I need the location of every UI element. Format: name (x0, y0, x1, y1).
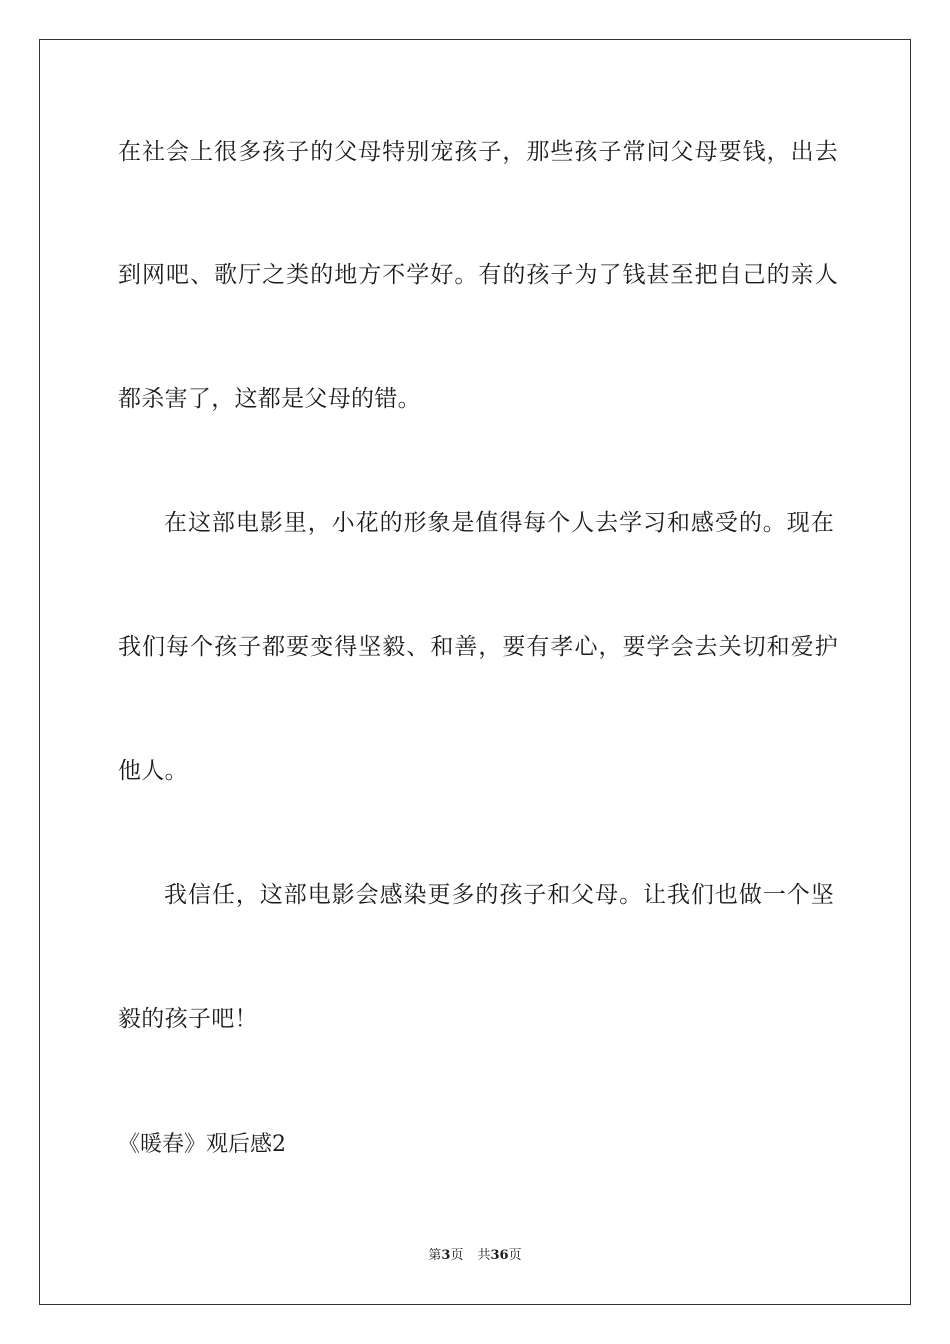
section-heading: 《暖春》观后感2 (118, 1132, 286, 1157)
page-border (39, 39, 911, 1305)
paragraph-3-line-2: 毅的孩子吧！ (118, 1006, 258, 1032)
paragraph-1-line-1: 在社会上很多孩子的父母特别宠孩子，那些孩子常问父母要钱，出去 (118, 139, 838, 165)
paragraph-2-line-2: 我们每个孩子都要变得坚毅、和善，要有孝心，要学会去关切和爱护 (118, 634, 838, 660)
paragraph-2-line-3: 他人。 (118, 758, 188, 784)
paragraph-1-line-2: 到网吧、歌厅之类的地方不学好。有的孩子为了钱甚至把自己的亲人 (118, 262, 838, 288)
paragraph-2-line-1: 在这部电影里，小花的形象是值得每个人去学习和感受的。现在 (164, 510, 834, 536)
page-footer (0, 1247, 950, 1265)
page-current: 3 (441, 1248, 451, 1263)
page-total: 36 (490, 1248, 509, 1263)
paragraph-1-line-3: 都杀害了，这都是父母的错。 (118, 386, 421, 412)
page-unit: 页 (450, 1248, 464, 1263)
paragraph-3-line-1: 我信任，这部电影会感染更多的孩子和父母。让我们也做一个坚 (164, 882, 834, 908)
total-unit: 页 (508, 1248, 522, 1263)
total-prefix: 共 (477, 1248, 491, 1263)
page-prefix: 第 (428, 1248, 442, 1263)
